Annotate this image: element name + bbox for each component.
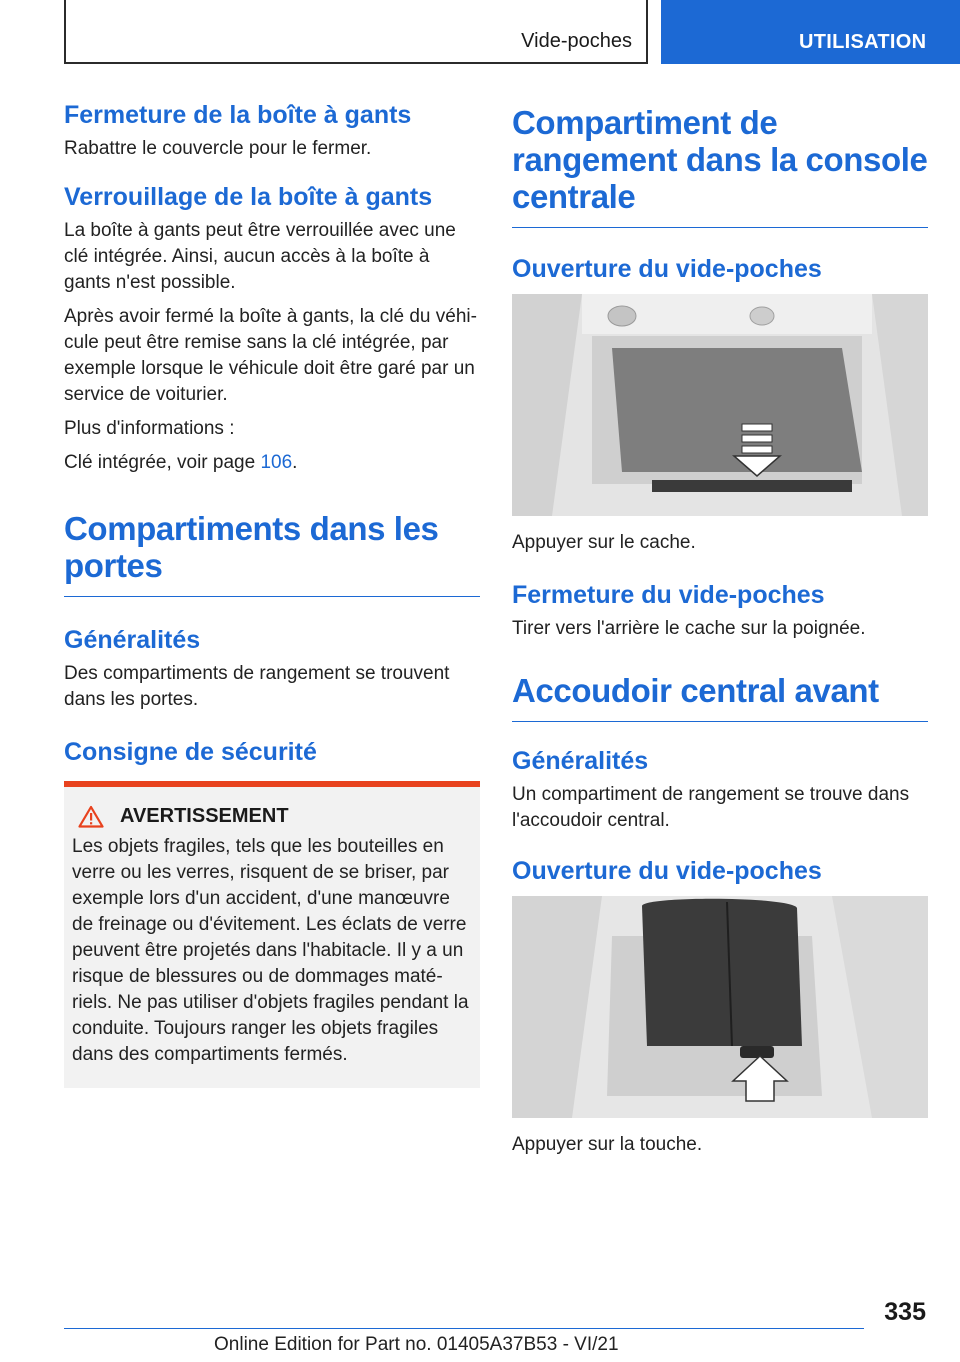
- text-close-console: Tirer vers l'arrière le cache sur la poignée.: [512, 618, 866, 639]
- page-number: 335: [884, 1298, 926, 1326]
- armrest-button-figure: [512, 896, 928, 1118]
- heading-lock-glovebox: Verrouillage de la boîte à gants: [64, 183, 433, 211]
- header-section: Vide-poches: [521, 30, 632, 52]
- page-link[interactable]: 106: [260, 452, 293, 473]
- heading-door-compartments: Compartiments dans les portes: [64, 510, 439, 584]
- left-column: [64, 100, 480, 1088]
- console-cover-figure: [512, 294, 928, 516]
- heading-close-console: Fermeture du vide-poches: [512, 581, 825, 609]
- text-general-doors: Des compartiments de rangement se trouvent dans les portes.: [64, 663, 450, 710]
- warning-title: AVERTISSEMENT: [120, 805, 289, 827]
- warning-box: [64, 781, 480, 1088]
- heading-close-glovebox: Fermeture de la boîte à gants: [64, 101, 412, 129]
- text-more-info: Plus d'informations :: [64, 418, 235, 439]
- text-lock-2: Après avoir fermé la boîte à gants, la clé du véhicule peut être remise sans la clé intégrée, par exemple lorsque le véhicule doit être garé par un service de voiturier.: [64, 306, 477, 405]
- text-key-ref: Clé intégrée, voir page 106.: [64, 452, 298, 473]
- footer-rule: [64, 1328, 864, 1329]
- heading-general-armrest: Généralités: [512, 747, 649, 775]
- caption-press-cover: Appuyer sur le cache.: [512, 532, 696, 553]
- heading-open-console: Ouverture du vide-poches: [512, 255, 822, 283]
- header-section-box: [64, 0, 648, 64]
- right-column: [512, 104, 928, 1166]
- warning-title-row: [72, 805, 472, 828]
- warning-text: Les objets fragiles, tels que les bouteilles en verre ou les verres, risquent de se briser, par exemple lors d'un accident, d'une manœuvre de freinage ou d'évitement. Les éclats de verre peuvent être projetés dans l'habitacle. Il y a un risque de blessures ou de dommages matériels. Ne pas utiliser d'objets fragiles pendant la conduite. Toujours ranger les objets fragiles dans des compartiments fermés.: [72, 836, 469, 1065]
- doors-heading-block: [64, 510, 480, 597]
- heading-open-armrest: Ouverture du vide-poches: [512, 857, 822, 885]
- text-close-glovebox: Rabattre le couvercle pour le fermer.: [64, 138, 372, 159]
- text-general-armrest: Un compartiment de rangement se trouve dans l'accoudoir central.: [512, 784, 910, 831]
- heading-front-armrest: Accoudoir central avant: [512, 672, 879, 709]
- console-heading-block: [512, 104, 928, 228]
- header-chapter: UTILISATION: [661, 0, 960, 64]
- text-lock-1: La boîte à gants peut être verrouillée avec une clé intégrée. Ainsi, aucun accès à la boîte à gants n'est possible.: [64, 220, 456, 293]
- heading-general-doors: Généralités: [64, 626, 201, 654]
- footer-edition: Online Edition for Part no. 01405A37B53 - VI/21: [214, 1334, 619, 1355]
- heading-safety: Consigne de sécurité: [64, 738, 317, 766]
- warning-triangle-icon: [78, 805, 104, 828]
- heading-console-compartment: Compartiment de rangement dans la console centrale: [512, 104, 928, 215]
- armrest-heading-block: [512, 672, 928, 722]
- caption-press-button: Appuyer sur la touche.: [512, 1134, 703, 1155]
